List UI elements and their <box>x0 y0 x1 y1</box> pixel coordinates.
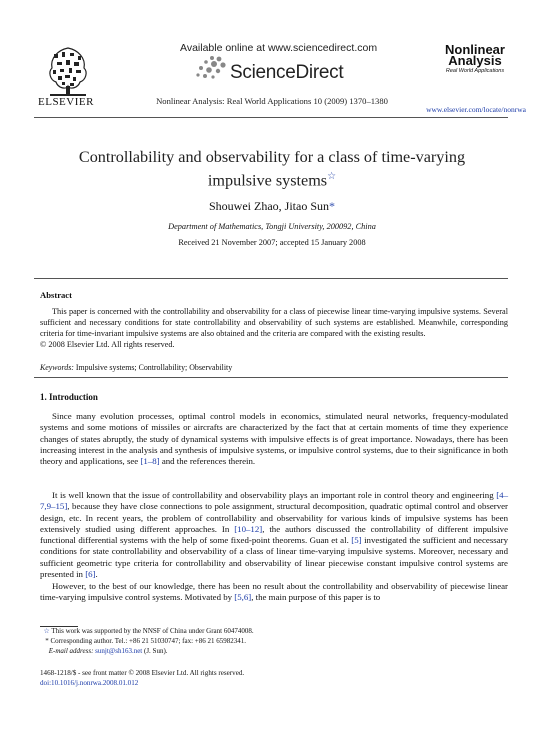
title-line2: impulsive systems☆ <box>207 171 337 190</box>
journal-url-link[interactable]: www.elsevier.com/locate/nonrwa <box>426 105 526 114</box>
affiliation: Department of Mathematics, Tongji University, 200092, China <box>168 222 376 231</box>
intro-paragraph-2: It is well known that the issue of controllability and observability plays an important role in control theory and engineering [4–7,9–15], because they have close connections to pole assignment, structural decomposition, quadratic optimal control and observer design, etc. In recent years, the problem of controllability and observability for various kinds of impulsive systems has been extensively studied using different approaches. In [10–12], the authors discussed the controllability of different impulsive functional differential systems with the help of some fixed-point theorems. Guan et al. [5] investigated the sufficient and necessary conditions for state controllability and observability of a class of linear time-varying impulsive systems. Moreover, necessary and sufficient geometric type criteria for controllability and observability of linear piecewise constant impulsive control systems are presented in [6]. <box>40 490 509 579</box>
citation-link[interactable]: [10–12] <box>234 523 263 534</box>
received-dates: Received 21 November 2007; accepted 15 January 2008 <box>178 238 366 247</box>
citation-link[interactable]: [5] <box>351 535 362 545</box>
header-rule <box>34 117 508 118</box>
citation-link[interactable]: [5,6] <box>234 592 252 603</box>
doi-line <box>40 679 138 689</box>
intro-paragraph-1: Since many evolution processes, optimal control models in economics, stimulated neural networks, frequency-modulated systems and some motions of missiles or aircrafts are characterized by the fact that at certain moments of time they experience changes of states abruptly, the study of dynamical systems with impulsive effects is of great importance. Nowadays, there has been increasing interest in the analysis and synthesis of impulsive systems, or impulsive control systems, due to their significance in both theory and applications, see [1–8] and the references therein. <box>40 411 508 466</box>
issn-line: 1468-1218/$ - see front matter © 2008 Elsevier Ltd. All rights reserved. <box>40 669 245 677</box>
title-line1: Controllability and observability for a class of time-varying <box>78 148 466 166</box>
journal-citation: Nonlinear Analysis: Real World Applications 10 (2009) 1370–1380 <box>156 96 388 106</box>
keywords-label: Keywords: <box>40 363 74 372</box>
keywords: Keywords: Impulsive systems; Controllability; Observability <box>40 363 233 372</box>
author-footnote-mark[interactable]: * <box>329 199 335 213</box>
elsevier-wordmark: ELSEVIER <box>38 96 94 108</box>
available-online-text[interactable]: Available online at www.sciencedirect.com <box>180 42 378 54</box>
abstract-bottom-rule <box>34 377 508 378</box>
journal-logo-line1: Nonlinear <box>445 42 505 57</box>
sciencedirect-dots-icon <box>194 55 228 81</box>
abstract-heading: Abstract <box>40 290 72 300</box>
journal-logo-subtitle: Real World Applications <box>445 68 505 74</box>
footnote-corresponding: * Corresponding author. Tel.: +86 21 51030747; fax: +86 21 65982341. <box>45 637 246 645</box>
footnote-mark: * <box>45 637 49 645</box>
paper-title <box>40 147 504 190</box>
section-heading-introduction: 1. Introduction <box>40 392 98 402</box>
footnote-email: E-mail address: sunjt@sh163.net (J. Sun). <box>48 647 168 655</box>
authors: Shouwei Zhao, Jitao Sun* <box>209 199 335 213</box>
doi-link[interactable]: doi:10.1016/j.nonrwa.2008.01.012 <box>40 679 139 687</box>
abstract-body: This paper is concerned with the controllability and observability for a class of piecewise linear time-varying impulsive systems. Several sufficient and necessary conditions for state controllability and observability of such systems are established. Meanwhile, corresponding criteria for time-invariant impulsive systems are also obtained and the criteria are compared with the existing results. © 2008 Elsevier Ltd. All rights reserved. <box>40 307 508 349</box>
footnote-mark: ☆ <box>43 627 50 635</box>
citation-link[interactable]: [4–7,9–15] <box>40 490 508 512</box>
journal-logo-line2: Analysis <box>448 53 502 68</box>
intro-paragraph-3: However, to the best of our knowledge, there has been no result about the controllability and observability of piecewise linear time-varying impulsive control systems. Motivated by [5,6], the main purpose of this paper is to <box>40 581 508 603</box>
citation-link[interactable]: [6] <box>85 568 96 579</box>
elsevier-tree-logo <box>40 42 96 104</box>
email-link[interactable]: sunjt@sh163.net <box>95 647 143 655</box>
title-footnote-mark[interactable]: ☆ <box>327 171 337 182</box>
citation-link[interactable]: [1–8] <box>140 456 160 466</box>
journal-logo <box>436 44 514 74</box>
abstract-copyright: © 2008 Elsevier Ltd. All rights reserved. <box>40 340 175 349</box>
sciencedirect-wordmark: ScienceDirect <box>230 62 344 83</box>
abstract-top-rule <box>34 278 508 279</box>
footnote-funding: ☆ This work was supported by the NNSF of China under Grant 60474008. <box>43 627 254 635</box>
